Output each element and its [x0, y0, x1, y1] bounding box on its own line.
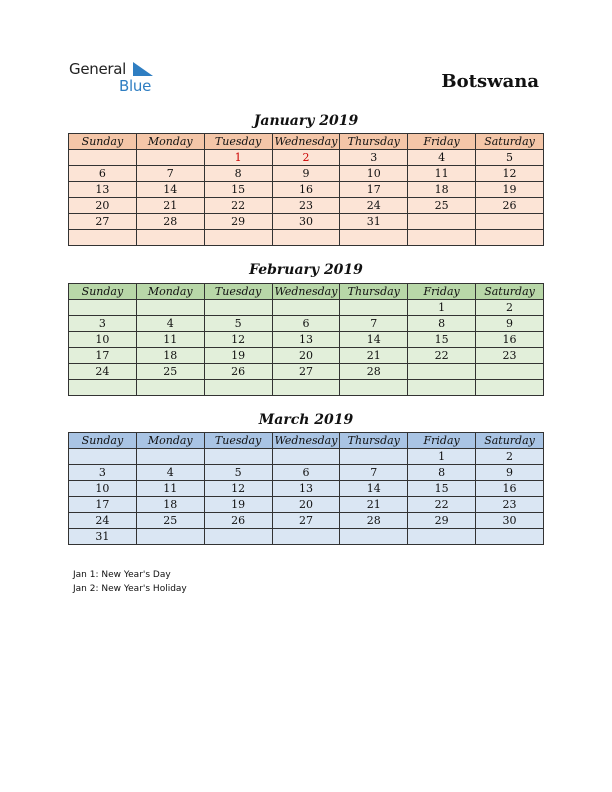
day-cell — [272, 449, 340, 465]
day-cell — [204, 300, 272, 316]
day-cell: 10 — [340, 166, 408, 182]
day-cell: 28 — [340, 364, 408, 380]
day-cell: 28 — [340, 513, 408, 529]
day-cell: 24 — [69, 364, 137, 380]
day-cell: 24 — [340, 198, 408, 214]
day-cell — [136, 150, 204, 166]
day-cell: 24 — [69, 513, 137, 529]
day-cell: 11 — [408, 166, 476, 182]
day-cell: 29 — [204, 214, 272, 230]
brand-line2: Blue — [119, 77, 151, 95]
day-cell — [476, 214, 544, 230]
day-cell: 11 — [136, 481, 204, 497]
weekday-header: Tuesday — [204, 134, 272, 150]
day-cell: 16 — [476, 481, 544, 497]
week-row — [69, 348, 544, 364]
weekday-header: Tuesday — [204, 284, 272, 300]
day-cell: 4 — [136, 316, 204, 332]
weekday-header: Monday — [136, 433, 204, 449]
day-cell — [272, 230, 340, 246]
brand-line1: General — [69, 60, 127, 78]
weekday-header: Saturday — [476, 134, 544, 150]
week-row — [69, 300, 544, 316]
weekday-header: Wednesday — [272, 433, 340, 449]
day-cell: 23 — [272, 198, 340, 214]
day-cell: 27 — [272, 364, 340, 380]
day-cell — [408, 380, 476, 396]
month-title-january: January 2019 — [253, 113, 359, 129]
day-cell: 16 — [476, 332, 544, 348]
day-cell: 31 — [340, 214, 408, 230]
day-cell — [136, 230, 204, 246]
weekday-header: Wednesday — [272, 284, 340, 300]
day-cell — [69, 380, 137, 396]
day-cell — [340, 449, 408, 465]
day-cell: 6 — [272, 465, 340, 481]
day-cell: 8 — [408, 316, 476, 332]
day-cell — [340, 300, 408, 316]
weekday-header: Thursday — [340, 134, 408, 150]
day-cell — [340, 230, 408, 246]
day-cell: 30 — [476, 513, 544, 529]
day-cell: 5 — [204, 316, 272, 332]
day-cell — [408, 529, 476, 545]
day-cell: 12 — [476, 166, 544, 182]
day-cell: 7 — [340, 316, 408, 332]
week-row — [69, 198, 544, 214]
day-cell: 20 — [69, 198, 137, 214]
day-cell: 7 — [340, 465, 408, 481]
day-cell — [272, 300, 340, 316]
day-cell — [204, 230, 272, 246]
week-row — [69, 513, 544, 529]
day-cell — [69, 150, 137, 166]
day-cell — [476, 380, 544, 396]
day-cell: 30 — [272, 214, 340, 230]
day-cell — [272, 380, 340, 396]
week-row — [69, 182, 544, 198]
day-cell: 20 — [272, 497, 340, 513]
logo-triangle-icon — [133, 62, 153, 76]
calendar-february — [68, 283, 544, 396]
day-cell: 19 — [476, 182, 544, 198]
day-cell: 10 — [69, 332, 137, 348]
day-cell: 14 — [340, 481, 408, 497]
day-cell: 4 — [136, 465, 204, 481]
day-cell: 2 — [272, 150, 340, 166]
day-cell: 17 — [340, 182, 408, 198]
day-cell: 10 — [69, 481, 137, 497]
week-row — [69, 332, 544, 348]
day-cell: 22 — [204, 198, 272, 214]
day-cell — [204, 380, 272, 396]
day-cell: 12 — [204, 481, 272, 497]
day-cell — [204, 529, 272, 545]
day-cell: 26 — [204, 513, 272, 529]
week-row — [69, 529, 544, 545]
day-cell: 22 — [408, 497, 476, 513]
day-cell: 8 — [408, 465, 476, 481]
weekday-header: Wednesday — [272, 134, 340, 150]
weekday-header: Sunday — [69, 284, 137, 300]
day-cell: 15 — [408, 481, 476, 497]
day-cell: 22 — [408, 348, 476, 364]
day-cell: 21 — [340, 497, 408, 513]
week-row — [69, 214, 544, 230]
day-cell: 2 — [476, 300, 544, 316]
day-cell — [69, 230, 137, 246]
weekday-header-row — [69, 433, 544, 449]
day-cell: 13 — [272, 332, 340, 348]
week-row — [69, 465, 544, 481]
day-cell: 20 — [272, 348, 340, 364]
week-row — [69, 481, 544, 497]
day-cell — [340, 529, 408, 545]
day-cell — [340, 380, 408, 396]
day-cell: 25 — [408, 198, 476, 214]
day-cell — [476, 529, 544, 545]
day-cell: 6 — [69, 166, 137, 182]
day-cell: 5 — [476, 150, 544, 166]
month-title-february: February 2019 — [249, 262, 363, 278]
day-cell — [476, 364, 544, 380]
day-cell: 21 — [340, 348, 408, 364]
week-row — [69, 230, 544, 246]
day-cell: 2 — [476, 449, 544, 465]
day-cell: 7 — [136, 166, 204, 182]
holiday-notes — [73, 568, 187, 596]
day-cell: 9 — [272, 166, 340, 182]
week-row — [69, 150, 544, 166]
day-cell — [476, 230, 544, 246]
day-cell — [136, 529, 204, 545]
weekday-header: Friday — [408, 134, 476, 150]
day-cell: 18 — [136, 497, 204, 513]
day-cell: 1 — [204, 150, 272, 166]
day-cell: 25 — [136, 513, 204, 529]
weekday-header: Tuesday — [204, 433, 272, 449]
day-cell — [69, 449, 137, 465]
day-cell: 13 — [272, 481, 340, 497]
day-cell: 23 — [476, 348, 544, 364]
weekday-header: Monday — [136, 284, 204, 300]
weekday-header: Sunday — [69, 433, 137, 449]
day-cell: 18 — [408, 182, 476, 198]
week-row — [69, 449, 544, 465]
day-cell — [408, 230, 476, 246]
brand-logo — [69, 60, 169, 96]
weekday-header: Saturday — [476, 433, 544, 449]
day-cell: 19 — [204, 348, 272, 364]
calendar-january — [68, 133, 544, 246]
day-cell: 9 — [476, 316, 544, 332]
day-cell: 27 — [69, 214, 137, 230]
weekday-header: Thursday — [340, 284, 408, 300]
day-cell: 19 — [204, 497, 272, 513]
weekday-header: Friday — [408, 433, 476, 449]
day-cell: 3 — [69, 316, 137, 332]
day-cell: 1 — [408, 300, 476, 316]
day-cell — [136, 380, 204, 396]
week-row — [69, 316, 544, 332]
day-cell: 27 — [272, 513, 340, 529]
day-cell: 11 — [136, 332, 204, 348]
day-cell: 25 — [136, 364, 204, 380]
day-cell: 15 — [204, 182, 272, 198]
day-cell: 14 — [136, 182, 204, 198]
day-cell: 14 — [340, 332, 408, 348]
weekday-header: Monday — [136, 134, 204, 150]
day-cell: 5 — [204, 465, 272, 481]
day-cell: 1 — [408, 449, 476, 465]
day-cell: 3 — [340, 150, 408, 166]
day-cell: 17 — [69, 497, 137, 513]
day-cell: 23 — [476, 497, 544, 513]
holiday-note: Jan 1: New Year's Day — [73, 570, 171, 580]
day-cell: 4 — [408, 150, 476, 166]
day-cell: 16 — [272, 182, 340, 198]
week-row — [69, 364, 544, 380]
weekday-header-row — [69, 284, 544, 300]
day-cell: 28 — [136, 214, 204, 230]
day-cell: 18 — [136, 348, 204, 364]
day-cell: 17 — [69, 348, 137, 364]
day-cell — [272, 529, 340, 545]
day-cell: 26 — [476, 198, 544, 214]
weekday-header: Sunday — [69, 134, 137, 150]
day-cell — [136, 449, 204, 465]
month-title-march: March 2019 — [258, 412, 354, 428]
day-cell — [136, 300, 204, 316]
day-cell — [408, 364, 476, 380]
weekday-header: Friday — [408, 284, 476, 300]
weekday-header: Saturday — [476, 284, 544, 300]
day-cell: 15 — [408, 332, 476, 348]
day-cell: 13 — [69, 182, 137, 198]
day-cell: 12 — [204, 332, 272, 348]
country-title: Botswana — [441, 71, 539, 92]
day-cell — [69, 300, 137, 316]
holiday-note: Jan 2: New Year's Holiday — [73, 584, 187, 594]
weekday-header-row — [69, 134, 544, 150]
week-row — [69, 380, 544, 396]
day-cell: 3 — [69, 465, 137, 481]
day-cell: 8 — [204, 166, 272, 182]
day-cell: 6 — [272, 316, 340, 332]
weekday-header: Thursday — [340, 433, 408, 449]
day-cell — [204, 449, 272, 465]
day-cell: 29 — [408, 513, 476, 529]
week-row — [69, 497, 544, 513]
day-cell: 9 — [476, 465, 544, 481]
day-cell: 26 — [204, 364, 272, 380]
day-cell: 31 — [69, 529, 137, 545]
day-cell: 21 — [136, 198, 204, 214]
day-cell — [408, 214, 476, 230]
calendar-march — [68, 432, 544, 545]
week-row — [69, 166, 544, 182]
